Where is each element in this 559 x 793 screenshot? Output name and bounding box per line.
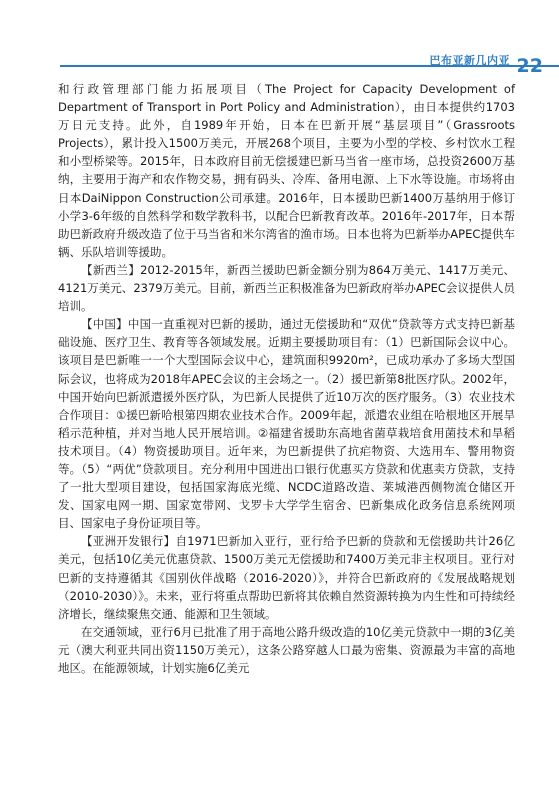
page-number: 22 [516,55,543,77]
paragraph-adb: 【亚洲开发银行】自1971巴新加入亚行，亚行给予巴新的贷款和无偿援助共计26亿美元，包括10亿美元优惠贷款、1500万美元无偿援助和7400万美元非主权项目。亚行对巴新的支持遵循其《国别伙伴战略（2016-2020）》，并符合巴新政府的《发展战略规划（2010-2030）》。未来，亚行将重点帮助巴新将其依赖自然资源转换为内生性和可持续经济增长，继续聚焦交通、能源和卫生领域。 [58,534,515,621]
paragraph-transport: 在交通领域，亚行6月已批准了用于高地公路升级改造的10亿美元贷款中一期的3亿美元（澳大利亚共同出资1150万美元），这条公路穿越人口最为密集、资源最为丰富的高地地区。在能源领域，计划实施6亿美元 [58,624,515,675]
paragraph-new-zealand: 【新西兰】2012-2015年，新西兰援助巴新金额分别为864万美元、1417万美元、4121万美元、2379万美元。目前，新西兰正积极准备为巴新政府举办APEC会议提供人员培训。 [58,262,515,314]
paragraph-japan-aid: 和行政管理部门能力拓展项目（The Project for Capacity Development of Department of Transport in Port Policy and Administration），由日本提供约1703万日元支持。此外，自1989年开始，日本在巴新开展“基层项目”（Grassroots Projects），累计投入1500万美元，开展268个项目，主要为小型的学校、乡村饮水工程和小型桥梁等。2015年，日本政府目前无偿援建巴新马当省一座市场，总投资2600万基纳，主要用于海产和农作物交易，拥有码头、冷库、备用电源、上下水等设施。市场将由日本DaiNippon Construction公司承建。2016年，日本援助巴新1400万基纳用于修订小学3-6年级的自然科学和数学教科书，以配合巴新教育改革。2016年-2017年，日本帮助巴新政府升级改造了位于马当省和米尔湾省的渔市场。日本也将为巴新举办APEC提供车辆、乐队培训等援助。 [58,82,515,259]
paragraph-china: 【中国】中国一直重视对巴新的援助，通过无偿援助和“双优”贷款等方式支持巴新基础设施、医疗卫生、教育等各领域发展。近期主要援助项目有：（1）巴新国际会议中心。该项目是巴新唯一一个大型国际会议中心，建筑面积9920m²，已成功承办了多场大型国际会议，也将成为2018年APEC会议的主会场之一。（2）援巴新第8批医疗队。2002年，中国开始向巴新派遣援外医疗队，为巴新人民提供了近10万次的医疗服务。（3）农业技术合作项目：①援巴新哈根第四期农业技术合作。2009年起，派遣农业组在哈根地区开展旱稻示范种植，并对当地人民开展培训。②福建省援助东高地省菌草栽培食用菌技术和旱稻技术项目。（4）物资援助项目。近年来，为巴新提供了抗疟物资、大选用车、警用物资等。（5）“两优”贷款项目。充分利用中国进出口银行优惠买方贷款和优惠卖方贷款，支持了一批大型项目建设，包括国家海底光缆、NCDC道路改造、莱城港西侧物流仓储区开发、国家电网一期、国家宽带网、戈罗卡大学学生宿舍、巴新集成化政务信息系统网项目、国家电子身份证项目等。 [58,317,515,531]
body-text [58,80,515,677]
section-title: 巴布亚新几内亚 [429,54,510,67]
page-header [0,0,559,77]
